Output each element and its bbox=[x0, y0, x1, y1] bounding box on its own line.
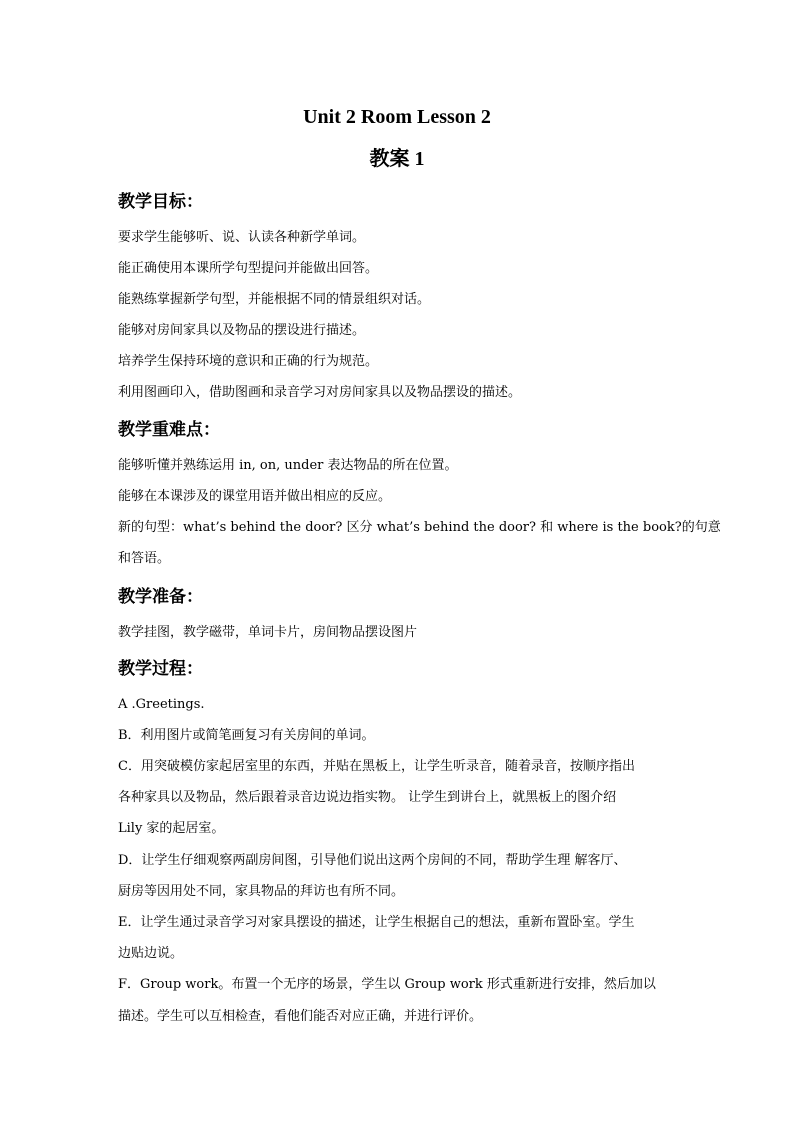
process-line: 厨房等因用处不同，家具物品的拜访也有所不同。 bbox=[118, 884, 405, 899]
key-points-line: 能够在本课涉及的课堂用语并做出相应的反应。 bbox=[118, 489, 392, 504]
section-heading-objectives: 教学目标： bbox=[118, 192, 203, 212]
objectives-line: 能够对房间家具以及物品的摆设进行描述。 bbox=[118, 323, 366, 338]
key-points-line: 新的句型：what’s behind the door? 区分 what’s behind the door? 和 where is the book?的句意 bbox=[118, 520, 721, 535]
process-line: Lily 家的起居室。 bbox=[118, 821, 225, 836]
process-line: E．让学生通过录音学习对家具摆设的描述，让学生根据自己的想法，重新布置卧室。学生 bbox=[118, 915, 635, 930]
section-heading-key-points: 教学重难点： bbox=[118, 420, 220, 440]
objectives-line: 利用图画印入，借助图画和录音学习对房间家具以及物品摆设的描述。 bbox=[118, 385, 522, 400]
process-line: 各种家具以及物品，然后跟着录音边说边指实物。 让学生到讲台上，就黑板上的图介绍 bbox=[118, 790, 617, 805]
objectives-line: 能正确使用本课所学句型提问并能做出回答。 bbox=[118, 261, 379, 276]
process-line: 描述。学生可以互相检查，看他们能否对应正确，并进行评价。 bbox=[118, 1009, 483, 1024]
key-points-line: 和答语。 bbox=[118, 551, 171, 566]
process-line: 边贴边说。 bbox=[118, 946, 184, 961]
process-line: C．用突破模仿家起居室里的东西，并贴在黑板上，让学生听录音，随着录音，按顺序指出 bbox=[118, 759, 635, 774]
process-line: B．利用图片或简笔画复习有关房间的单词。 bbox=[118, 728, 375, 743]
document-subtitle: 教案 1 bbox=[369, 148, 425, 170]
objectives-line: 培养学生保持环境的意识和正确的行为规范。 bbox=[118, 354, 379, 369]
process-line: D．让学生仔细观察两副房间图，引导他们说出这两个房间的不同，帮助学生理 解客厅、 bbox=[118, 853, 627, 868]
key-points-line: 能够听懂并熟练运用 in, on, under 表达物品的所在位置。 bbox=[118, 458, 458, 473]
document-title: Unit 2 Room Lesson 2 bbox=[303, 106, 491, 128]
section-heading-preparation: 教学准备： bbox=[118, 587, 203, 607]
process-line: F．Group work。布置一个无序的场景，学生以 Group work 形式重新进行安排，然后加以 bbox=[118, 977, 656, 992]
preparation-line: 教学挂图，教学磁带，单词卡片，房间物品摆设图片 bbox=[118, 625, 418, 640]
process-line: A .Greetings. bbox=[118, 697, 205, 712]
objectives-line: 能熟练掌握新学句型，并能根据不同的情景组织对话。 bbox=[118, 292, 431, 307]
section-heading-process: 教学过程： bbox=[118, 659, 203, 679]
objectives-line: 要求学生能够听、说、认读各种新学单词。 bbox=[118, 230, 366, 245]
